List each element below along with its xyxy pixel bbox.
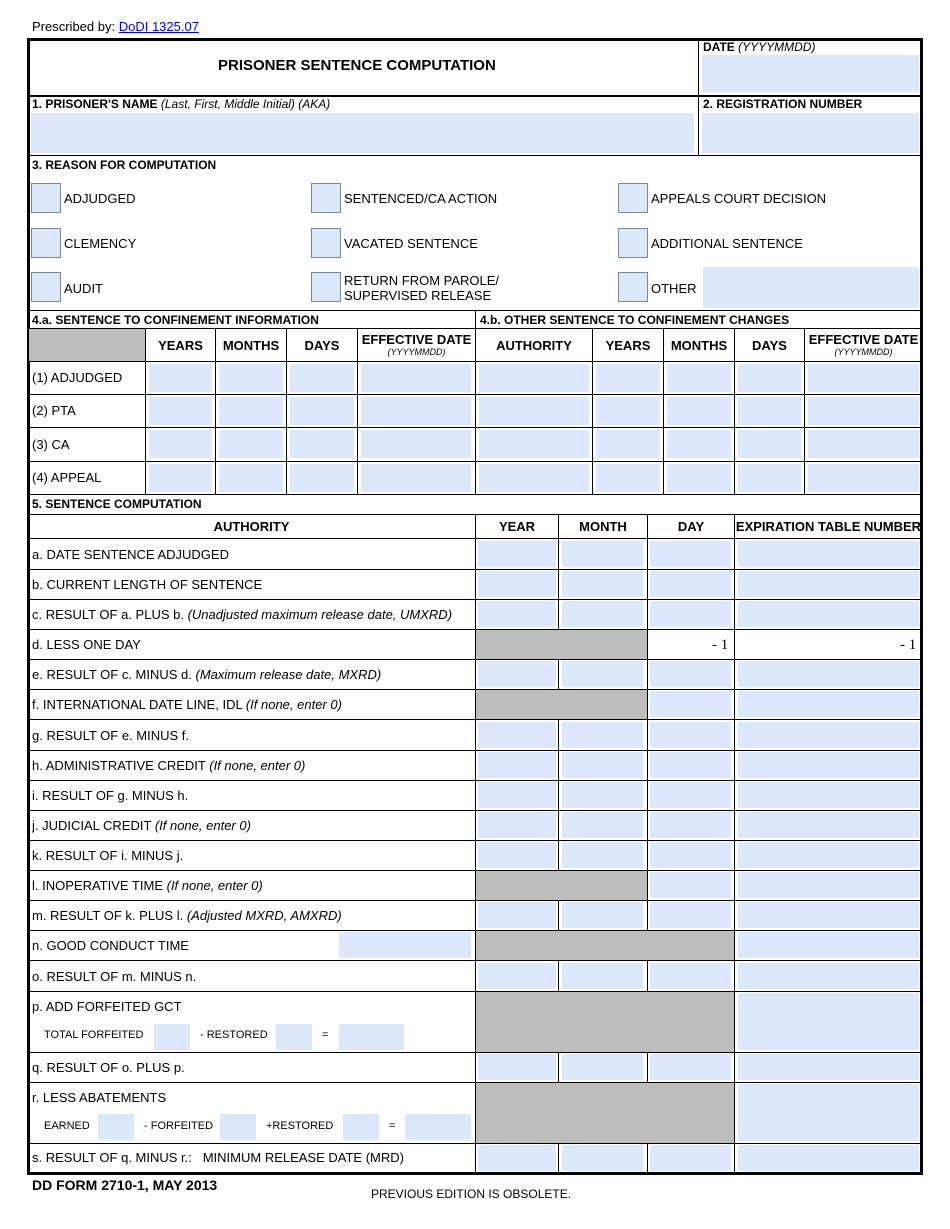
- l-exp[interactable]: [738, 872, 919, 898]
- k-year[interactable]: [478, 842, 556, 868]
- field-4a-date[interactable]: [361, 464, 471, 492]
- option-adjudged: ADJUDGED: [64, 191, 136, 206]
- option-clemency: CLEMENCY: [64, 236, 137, 251]
- other-reason-field[interactable]: [703, 267, 919, 308]
- r-exp[interactable]: [738, 1084, 919, 1141]
- s-exp[interactable]: [738, 1145, 919, 1171]
- field-4b-authority[interactable]: [479, 464, 589, 492]
- field-4a-date[interactable]: [361, 364, 471, 392]
- reason-label: 3. REASON FOR COMPUTATION: [32, 158, 217, 172]
- col-5-day: DAY: [677, 519, 705, 534]
- row-4-adjudged: (1) ADJUDGED: [32, 370, 123, 385]
- r-result-field[interactable]: [405, 1114, 471, 1140]
- p-restored-field[interactable]: [276, 1024, 312, 1050]
- col-4b-years: YEARS: [605, 338, 651, 353]
- option-audit: AUDIT: [64, 281, 103, 296]
- prisoner-name-field[interactable]: [31, 113, 694, 153]
- h-month[interactable]: [562, 752, 643, 778]
- j-day[interactable]: [650, 812, 731, 838]
- g-month[interactable]: [562, 722, 643, 748]
- option-additional-sentence: ADDITIONAL SENTENCE: [651, 236, 803, 251]
- o-day[interactable]: [650, 963, 731, 989]
- b-year[interactable]: [478, 571, 556, 597]
- option-other: OTHER: [651, 281, 697, 296]
- col-4a-months: MONTHS: [222, 338, 280, 353]
- e-day[interactable]: [650, 661, 731, 687]
- field-4b-years[interactable]: [596, 430, 660, 458]
- g-exp[interactable]: [738, 722, 919, 748]
- g-year[interactable]: [478, 722, 556, 748]
- field-4b-months[interactable]: [667, 397, 731, 425]
- col-5-month: MONTH: [579, 519, 627, 534]
- obsolete-note: PREVIOUS EDITION IS OBSOLETE.: [371, 1187, 572, 1201]
- col-5-year: YEAR: [498, 519, 536, 534]
- b-exp[interactable]: [738, 571, 919, 597]
- l-day[interactable]: [650, 872, 731, 898]
- q-year[interactable]: [478, 1054, 556, 1080]
- field-4a-days[interactable]: [290, 397, 354, 425]
- row-4-ca: (3) CA: [32, 437, 70, 452]
- col-4a-effective-date: EFFECTIVE DATE (YYYYMMDD): [361, 332, 472, 357]
- field-4b-authority[interactable]: [479, 397, 589, 425]
- e-exp[interactable]: [738, 661, 919, 687]
- checkbox-appeals-court-decision[interactable]: [618, 183, 648, 213]
- field-4a-years[interactable]: [149, 430, 212, 458]
- checkbox-vacated-sentence[interactable]: [311, 228, 341, 258]
- a-year[interactable]: [478, 541, 556, 567]
- a-day[interactable]: [650, 541, 731, 567]
- checkbox-additional-sentence[interactable]: [618, 228, 648, 258]
- dodi-link[interactable]: DoDI 1325.07: [118, 19, 199, 34]
- field-4a-days[interactable]: [290, 430, 354, 458]
- a-month[interactable]: [562, 541, 643, 567]
- p-result-field[interactable]: [339, 1024, 404, 1050]
- checkbox-audit[interactable]: [31, 272, 61, 302]
- option-return-from-parole: RETURN FROM PAROLE/: [344, 273, 500, 288]
- prisoner-name-label: 1. PRISONER'S NAME (Last, First, Middle Initial) (AKA): [32, 97, 331, 111]
- section4b-label: 4.b. OTHER SENTENCE TO CONFINEMENT CHANGES: [480, 313, 790, 327]
- col-4a-days: DAYS: [304, 338, 340, 353]
- checkbox-adjudged[interactable]: [31, 183, 61, 213]
- field-4b-date[interactable]: [808, 464, 919, 492]
- k-exp[interactable]: [738, 842, 919, 868]
- i-year[interactable]: [478, 782, 556, 808]
- date-field[interactable]: [702, 55, 919, 92]
- field-4b-days[interactable]: [738, 397, 801, 425]
- c-day[interactable]: [650, 601, 731, 627]
- field-4b-months[interactable]: [667, 430, 731, 458]
- n-exp[interactable]: [738, 932, 919, 958]
- field-4b-days[interactable]: [738, 464, 801, 492]
- form-title: PRISONER SENTENCE COMPUTATION: [218, 57, 496, 74]
- field-4b-years[interactable]: [596, 464, 660, 492]
- field-4a-months[interactable]: [219, 430, 283, 458]
- field-4b-days[interactable]: [738, 430, 801, 458]
- field-4b-authority[interactable]: [479, 430, 589, 458]
- q-month[interactable]: [562, 1054, 643, 1080]
- r-earned-field[interactable]: [98, 1114, 134, 1140]
- field-4b-authority[interactable]: [479, 364, 589, 392]
- field-4b-years[interactable]: [596, 397, 660, 425]
- option-appeals-court-decision: APPEALS COURT DECISION: [651, 191, 827, 206]
- j-year[interactable]: [478, 812, 556, 838]
- col-4b-days: DAYS: [752, 338, 787, 353]
- m-exp[interactable]: [738, 902, 919, 928]
- h-year[interactable]: [478, 752, 556, 778]
- col-4a-years: YEARS: [158, 338, 203, 353]
- field-4a-months[interactable]: [219, 464, 283, 492]
- field-4a-months[interactable]: [219, 397, 283, 425]
- f-day[interactable]: [650, 691, 731, 717]
- q-day[interactable]: [650, 1054, 731, 1080]
- col-4b-months: MONTHS: [670, 338, 728, 353]
- field-4a-months[interactable]: [219, 364, 283, 392]
- option-return-from-parole-line2: SUPERVISED RELEASE: [344, 288, 492, 303]
- col-5-authority: AUTHORITY: [213, 519, 290, 534]
- d-gray: [476, 630, 647, 659]
- c-exp[interactable]: [738, 601, 919, 627]
- section5-label: 5. SENTENCE COMPUTATION: [32, 497, 202, 511]
- c-month[interactable]: [562, 601, 643, 627]
- h-exp[interactable]: [738, 752, 919, 778]
- f-exp[interactable]: [738, 691, 919, 717]
- r-restored-field[interactable]: [343, 1114, 379, 1140]
- b-day[interactable]: [650, 571, 731, 597]
- d-exp-value: - 1: [900, 637, 917, 653]
- s-day[interactable]: [650, 1145, 731, 1171]
- o-month[interactable]: [562, 963, 643, 989]
- e-year[interactable]: [478, 661, 556, 687]
- field-4a-years[interactable]: [149, 464, 212, 492]
- option-vacated-sentence: VACATED SENTENCE: [344, 236, 478, 251]
- col-5-expiration: EXPIRATION TABLE NUMBER: [735, 519, 922, 534]
- field-4b-days[interactable]: [738, 364, 801, 392]
- checkbox-sentenced-ca-action[interactable]: [311, 183, 341, 213]
- field-4b-date[interactable]: [808, 364, 919, 392]
- field-4a-days[interactable]: [290, 464, 354, 492]
- m-month[interactable]: [562, 902, 643, 928]
- field-4a-date[interactable]: [361, 430, 471, 458]
- field-4b-months[interactable]: [667, 464, 731, 492]
- field-4a-days[interactable]: [290, 364, 354, 392]
- i-day[interactable]: [650, 782, 731, 808]
- n-gct-field[interactable]: [339, 932, 471, 958]
- row-4-pta: (2) PTA: [32, 403, 76, 418]
- o-exp[interactable]: [738, 963, 919, 989]
- j-exp[interactable]: [738, 812, 919, 838]
- field-4a-years[interactable]: [149, 397, 212, 425]
- e-month[interactable]: [562, 661, 643, 687]
- g-day[interactable]: [650, 722, 731, 748]
- s-month[interactable]: [562, 1145, 643, 1171]
- a-exp[interactable]: [738, 541, 919, 567]
- k-month[interactable]: [562, 842, 643, 868]
- row-4-appeal: (4) APPEAL: [32, 470, 102, 485]
- m-year[interactable]: [478, 902, 556, 928]
- d-day-value: - 1: [712, 637, 729, 653]
- field-4a-years[interactable]: [149, 364, 212, 392]
- col-4b-authority: AUTHORITY: [496, 338, 572, 353]
- i-exp[interactable]: [738, 782, 919, 808]
- p-total-forfeited-field[interactable]: [154, 1024, 190, 1050]
- registration-label: 2. REGISTRATION NUMBER: [703, 97, 863, 111]
- k-day[interactable]: [650, 842, 731, 868]
- s-year[interactable]: [478, 1145, 556, 1171]
- o-year[interactable]: [478, 963, 556, 989]
- m-day[interactable]: [650, 902, 731, 928]
- registration-field[interactable]: [702, 113, 919, 153]
- field-4b-date[interactable]: [808, 430, 919, 458]
- q-exp[interactable]: [738, 1054, 919, 1080]
- p-exp[interactable]: [738, 993, 919, 1050]
- section4a-corner: [29, 329, 145, 361]
- prescribed-line: Prescribed by: DoDI 1325.07: [32, 19, 199, 34]
- r-forfeited-field[interactable]: [220, 1114, 256, 1140]
- j-month[interactable]: [562, 812, 643, 838]
- i-month[interactable]: [562, 782, 643, 808]
- form-number: DD FORM 2710-1, MAY 2013: [32, 1177, 218, 1193]
- c-year[interactable]: [478, 601, 556, 627]
- option-sentenced-ca-action: SENTENCED/CA ACTION: [344, 191, 498, 206]
- field-4a-date[interactable]: [361, 397, 471, 425]
- field-4b-years[interactable]: [596, 364, 660, 392]
- b-month[interactable]: [562, 571, 643, 597]
- h-day[interactable]: [650, 752, 731, 778]
- field-4b-months[interactable]: [667, 364, 731, 392]
- field-4b-date[interactable]: [808, 397, 919, 425]
- col-4b-effective-date: EFFECTIVE DATE (YYYYMMDD): [808, 332, 919, 357]
- checkbox-clemency[interactable]: [31, 228, 61, 258]
- date-label: DATE (YYYYMMDD): [703, 40, 816, 54]
- checkbox-other[interactable]: [618, 272, 648, 302]
- section4a-label: 4.a. SENTENCE TO CONFINEMENT INFORMATION: [32, 313, 319, 327]
- checkbox-return-from-parole[interactable]: [311, 272, 341, 302]
